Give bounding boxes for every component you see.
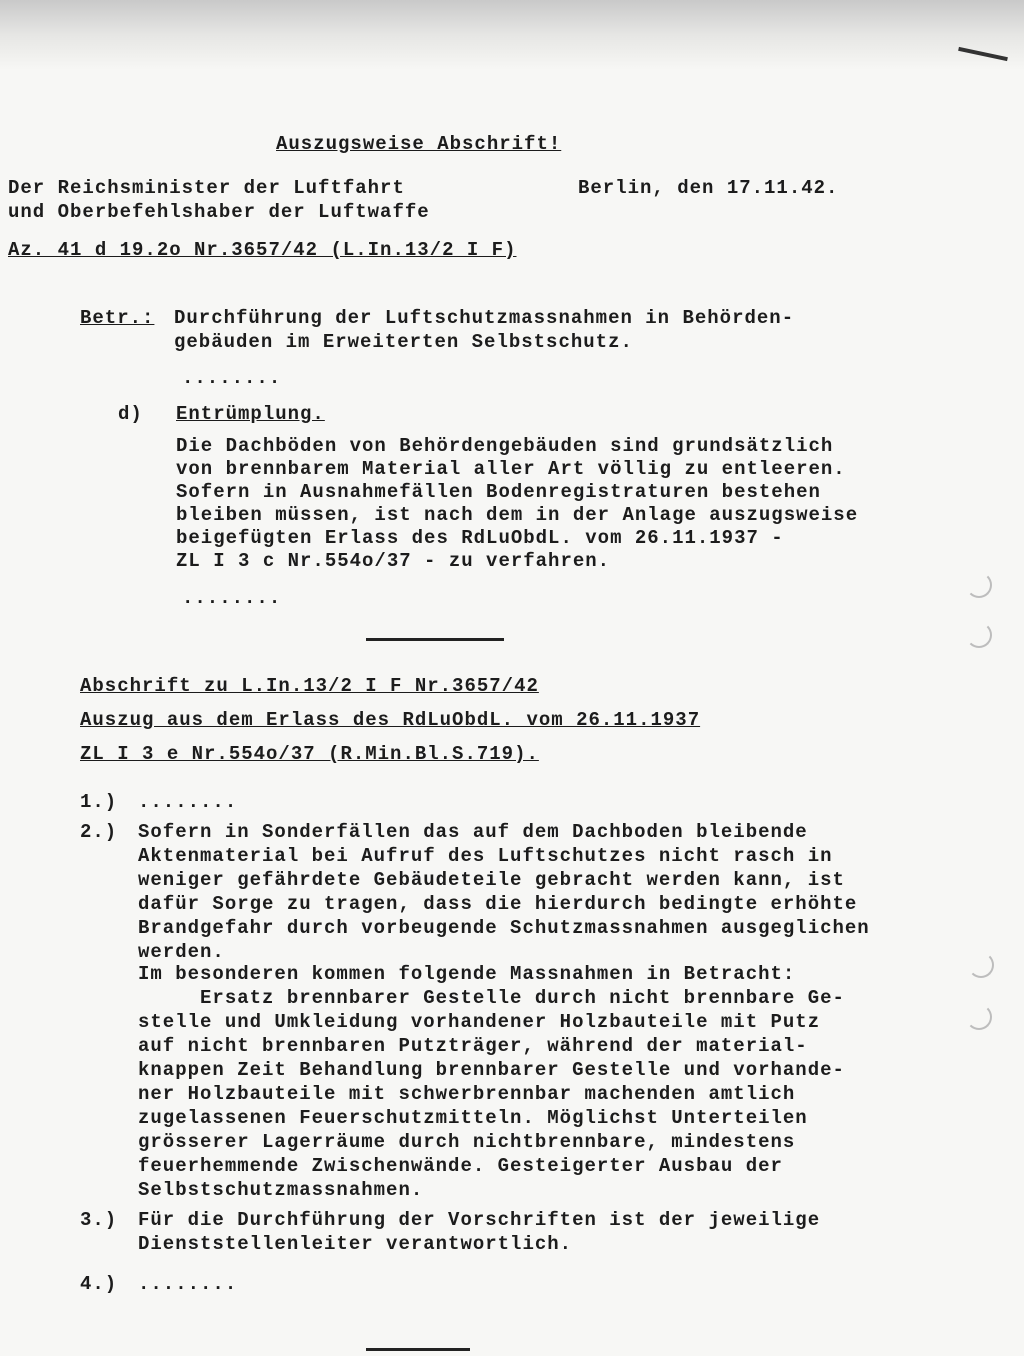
item-text-line: Sofern in Sonderfällen das auf dem Dachboden bleibende [138, 821, 808, 843]
item-text-line: Für die Durchführung der Vorschriften ist der jeweilige [138, 1209, 821, 1231]
item-text-line: Selbstschutzmassnahmen. [138, 1179, 424, 1201]
item-text: ........ [138, 791, 238, 813]
copy-reference-line: Abschrift zu L.In.13/2 I F Nr.3657/42 [80, 675, 539, 697]
item-text-line: Dienststellenleiter verantwortlich. [138, 1233, 573, 1255]
ellipsis-dots: ........ [182, 367, 282, 389]
item-text-line: zugelassenen Feuerschutzmitteln. Möglichst Unterteilen [138, 1107, 808, 1129]
separator-line [366, 1348, 470, 1351]
item-text-line: Brandgefahr durch vorbeugende Schutzmassnahmen ausgeglichen [138, 917, 870, 939]
subject-line-1: Durchführung der Luftschutzmassnahmen in Behörden- [174, 307, 795, 329]
item-text-line: knappen Zeit Behandlung brennbarer Gestelle und vorhande- [138, 1059, 845, 1081]
document-title: Auszugsweise Abschrift! [276, 133, 562, 155]
item-text-line: dafür Sorge zu tragen, dass die hierdurch bedingte erhöhte [138, 893, 858, 915]
item-text-line: Ersatz brennbarer Gestelle durch nicht brennbare Ge- [138, 987, 845, 1009]
item-number: 1.) [80, 791, 118, 813]
separator-line [366, 638, 504, 641]
item-number: 4.) [80, 1273, 118, 1295]
section-text-line: Die Dachböden von Behördengebäuden sind grundsätzlich [176, 435, 834, 457]
item-text-line: auf nicht brennbaren Putzträger, während der material- [138, 1035, 808, 1057]
section-text-line: von brennbarem Material aller Art völlig zu entleeren. [176, 458, 846, 480]
section-text-line: Sofern in Ausnahmefällen Bodenregistraturen bestehen [176, 481, 821, 503]
reference-number: Az. 41 d 19.2o Nr.3657/42 (L.In.13/2 I F) [8, 239, 517, 261]
item-text-line: feuerhemmende Zwischenwände. Gesteigerter Ausbau der [138, 1155, 783, 1177]
punch-hole-mark [966, 572, 992, 598]
section-heading: Entrümplung. [176, 403, 325, 425]
punch-hole-mark [966, 1004, 992, 1030]
item-text-line: ner Holzbauteile mit schwerbrennbar machenden amtlich [138, 1083, 796, 1105]
section-marker: d) [118, 403, 143, 425]
section-text-line: ZL I 3 c Nr.554o/37 - zu verfahren. [176, 550, 611, 572]
copy-reference-line: Auszug aus dem Erlass des RdLuObdL. vom 26.11.1937 [80, 709, 701, 731]
section-text-line: beigefügten Erlass des RdLuObdL. vom 26.11.1937 - [176, 527, 784, 549]
place-date: Berlin, den 17.11.42. [578, 177, 839, 199]
sender-line-1: Der Reichsminister der Luftfahrt [8, 177, 405, 199]
item-text-line: Aktenmaterial bei Aufruf des Luftschutzes nicht rasch in [138, 845, 833, 867]
sender-line-2: und Oberbefehlshaber der Luftwaffe [8, 201, 430, 223]
item-text-line: Im besonderen kommen folgende Massnahmen in Betracht: [138, 963, 796, 985]
section-text-line: bleiben müssen, ist nach dem in der Anlage auszugsweise [176, 504, 859, 526]
subject-line-2: gebäuden im Erweiterten Selbstschutz. [174, 331, 633, 353]
item-text-line: werden. [138, 941, 225, 963]
ellipsis-dots: ........ [182, 587, 282, 609]
punch-hole-mark [966, 622, 992, 648]
item-text-line: stelle und Umkleidung vorhandener Holzbauteile mit Putz [138, 1011, 821, 1033]
subject-label: Betr.: [80, 307, 155, 329]
item-number: 3.) [80, 1209, 118, 1231]
scan-top-shadow [0, 0, 1024, 70]
copy-reference-line: ZL I 3 e Nr.554o/37 (R.Min.Bl.S.719). [80, 743, 539, 765]
punch-hole-mark [968, 952, 994, 978]
item-text: ........ [138, 1273, 238, 1295]
item-text-line: grösserer Lagerräume durch nichtbrennbare, mindestens [138, 1131, 796, 1153]
item-text-line: weniger gefährdete Gebäudeteile gebracht werden kann, ist [138, 869, 845, 891]
item-number: 2.) [80, 821, 118, 843]
